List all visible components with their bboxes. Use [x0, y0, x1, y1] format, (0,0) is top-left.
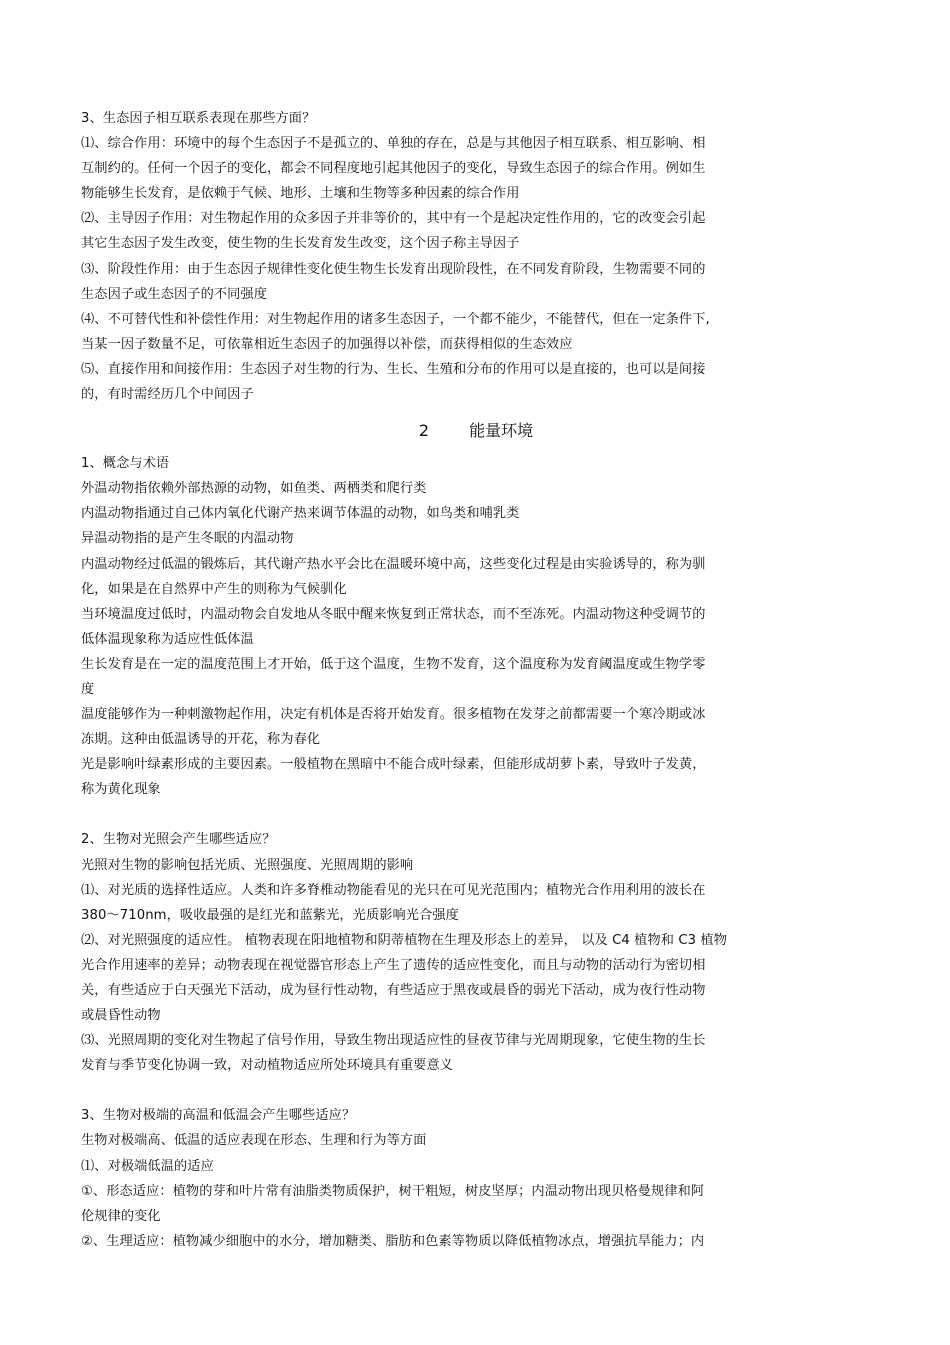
- text-line: 当环境温度过低时，内温动物会自发地从冬眠中醒来恢复到正常状态，而不至冻死。内温动物这种受调节的: [81, 606, 706, 622]
- text-line: 3、生物对极端的高温和低温会产生哪些适应？: [81, 1108, 356, 1124]
- text-line: 当某一因子数量不足，可依靠相近生态因子的加强得以补偿，而获得相似的生态效应: [81, 336, 573, 352]
- chapter-heading: [81, 413, 871, 449]
- text-line: ⑵、主导因子作用：对生物起作用的众多因子并非等价的，其中有一个是起决定性作用的，它的改变会引起: [81, 211, 706, 227]
- text-line: 或晨昏性动物: [81, 1008, 161, 1024]
- section-concepts: [81, 451, 871, 802]
- text-line: 互制约的。任何一个因子的变化，都会不同程度地引起其他因子的变化，导致生态因子的综合作用。例如生: [81, 161, 706, 177]
- text-line: ⑶、光照周期的变化对生物起了信号作用，导致生物出现适应性的昼夜节律与光周期现象，它使生物的生长: [81, 1033, 706, 1049]
- text-line: 1、概念与术语: [81, 456, 170, 472]
- section-ecological-factors: [81, 106, 871, 407]
- text-line: 内温动物指通过自己体内氧化代谢产热来调节体温的动物，如鸟类和哺乳类: [81, 506, 520, 522]
- text-line: 物能够生长发育，是依赖于气候、地形、土壤和生物等多种因素的综合作用: [81, 186, 520, 202]
- text-line: 生长发育是在一定的温度范围上才开始，低于这个温度，生物不发育，这个温度称为发育阈温度或生物学零: [81, 656, 706, 672]
- text-line: 冻期。这种由低温诱导的开花，称为春化: [81, 732, 321, 748]
- text-line: 度: [81, 681, 95, 697]
- text-line: ⑸、直接作用和间接作用：生态因子对生物的行为、生长、生殖和分布的作用可以是直接的，也可以是间接: [81, 361, 706, 377]
- text-line: 2、生物对光照会产生哪些适应？: [81, 832, 276, 848]
- text-line: 生物对极端高、低温的适应表现在形态、生理和行为等方面: [81, 1133, 427, 1149]
- text-line: 生态因子或生态因子的不同强度: [81, 286, 268, 302]
- text-line: 光是影响叶绿素形成的主要因素。一般植物在黑暗中不能合成叶绿素，但能形成胡萝卜素，导致叶子发黄，: [81, 757, 706, 773]
- text-line: ⑴、对光质的选择性适应。人类和许多脊椎动物能看见的光只在可见光范围内；植物光合作用利用的波长在: [81, 882, 706, 898]
- text-line: ⑴、对极端低温的适应: [81, 1158, 214, 1174]
- question-heading: 3、生态因子相互联系表现在那些方面？: [81, 111, 316, 126]
- text-line: 伦规律的变化: [81, 1208, 161, 1224]
- text-line: ⑷、不可替代性和补偿性作用：对生物起作用的诸多生态因子，一个都不能少，不能替代，但在一定条件下,: [81, 311, 710, 327]
- text-line: 化，如果是在自然界中产生的则称为气候驯化: [81, 581, 347, 597]
- text-line: 380～710nm，吸收最强的是红光和蓝紫光，光质影响光合强度: [81, 907, 459, 923]
- section-temperature-adaptation: [81, 1103, 871, 1254]
- text-line: 光照对生物的影响包括光质、光照强度、光照周期的影响: [81, 857, 414, 873]
- text-line: 发育与季节变化协调一致，对动植物适应所处环境具有重要意义: [81, 1058, 454, 1074]
- text-line: 称为黄化现象: [81, 782, 161, 798]
- text-line: 的，有时需经历几个中间因子: [81, 387, 254, 403]
- text-line: 关，有些适应于白天强光下活动，成为昼行性动物，有些适应于黑夜或晨昏的弱光下活动，成为夜行性动物: [81, 983, 706, 998]
- chapter-title: 能量环境: [469, 421, 534, 441]
- paragraph-gap: [81, 802, 871, 827]
- section-light-adaptation: [81, 827, 871, 1078]
- text-line: 异温动物指的是产生冬眠的内温动物: [81, 531, 294, 547]
- document-page: [81, 106, 871, 1254]
- text-line: 内温动物经过低温的锻炼后，其代谢产热水平会比在温暖环境中高，这些变化过程是由实验诱导的，称为驯: [81, 556, 706, 572]
- text-line: 光合作用速率的差异；动物表现在视觉器官形态上产生了遗传的适应性变化，而且与动物的活动行为密切相: [81, 957, 706, 973]
- text-line: ⑶、阶段性作用：由于生态因子规律性变化使生物生长发育出现阶段性，在不同发育阶段，生物需要不同的: [81, 261, 706, 277]
- text-line: 其它生态因子发生改变，使生物的生长发育发生改变，这个因子称主导因子: [81, 236, 520, 252]
- paragraph-gap: [81, 1078, 871, 1103]
- text-line: 外温动物指依赖外部热源的动物，如鱼类、两栖类和爬行类: [81, 481, 427, 497]
- text-line: ⑴、综合作用：环境中的每个生态因子不是孤立的、单独的存在，总是与其他因子相互联系、相互影响、相: [81, 136, 706, 152]
- chapter-number: 2: [418, 421, 430, 441]
- text-line: ②、生理适应：植物减少细胞中的水分，增加糖类、脂肪和色素等物质以降低植物冰点，增强抗旱能力；内: [81, 1233, 705, 1249]
- text-line: 温度能够作为一种刺激物起作用，决定有机体是否将开始发育。很多植物在发芽之前都需要一个寒冷期或冰: [81, 707, 706, 723]
- text-line: 低体温现象称为适应性低体温: [81, 631, 254, 647]
- text-line: ①、形态适应：植物的芽和叶片常有油脂类物质保护，树干粗短，树皮坚厚；内温动物出现贝格曼规律和阿: [81, 1183, 705, 1199]
- text-line: ⑵、对光照强度的适应性。 植物表现在阳地植物和阴蒂植物在生理及形态上的差异， 以及 C4 植物和 C3 植物: [81, 932, 727, 948]
